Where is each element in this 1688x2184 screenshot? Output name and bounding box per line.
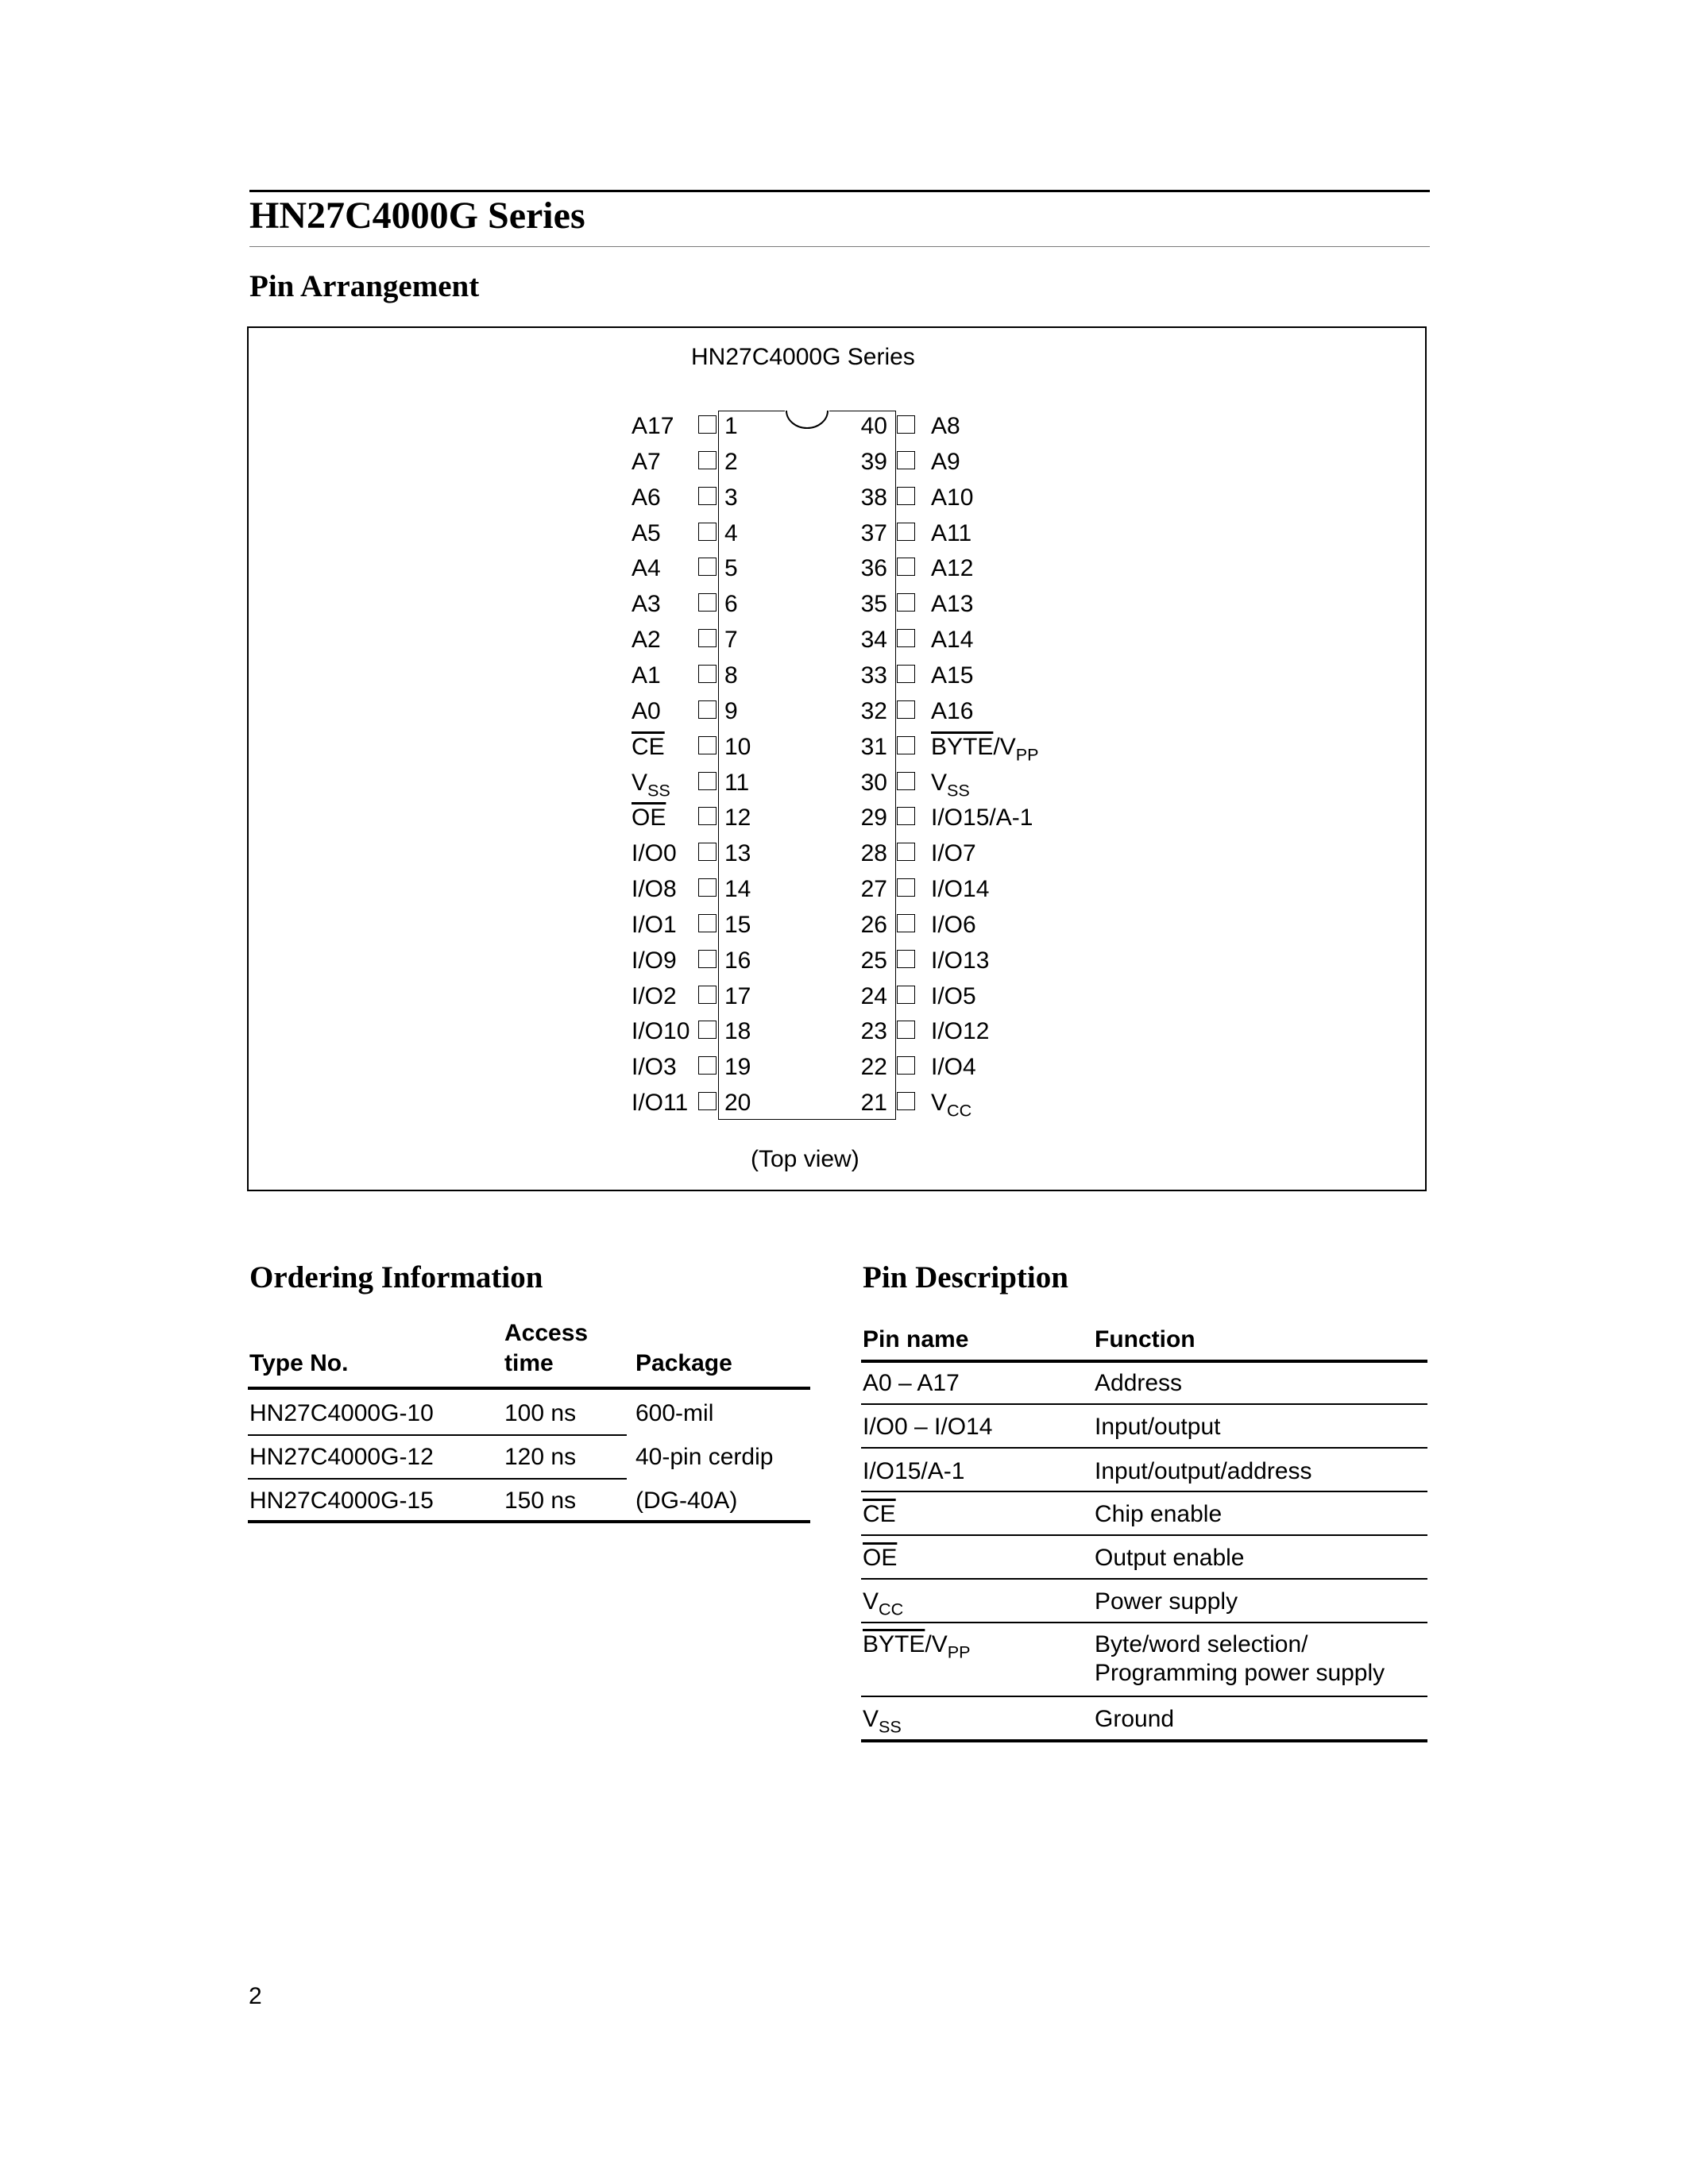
pin-pad xyxy=(897,1056,915,1075)
pin-number: 36 xyxy=(860,555,887,582)
pin-number: 26 xyxy=(860,911,887,938)
pin-pad xyxy=(897,700,915,719)
pin-number: 29 xyxy=(860,805,887,832)
pin-desc-header-rule xyxy=(861,1360,1427,1363)
pin-name: I/O10 xyxy=(632,1018,690,1045)
pin-desc-pin-sub: PP xyxy=(947,1642,971,1662)
ordering-row-rule xyxy=(248,1434,627,1436)
pin-pad xyxy=(897,665,915,683)
pin-name: A7 xyxy=(632,448,661,475)
pin-number: 15 xyxy=(724,911,751,938)
pin-name: A4 xyxy=(632,555,661,582)
pin-number: 27 xyxy=(860,876,887,903)
pin-arrangement-heading: Pin Arrangement xyxy=(249,269,480,303)
pin-desc-pin-base: V xyxy=(863,1588,879,1615)
pin-pad xyxy=(698,487,717,505)
pin-desc-row-rule xyxy=(861,1534,1427,1536)
page-number: 2 xyxy=(249,1983,262,2009)
view-label: (Top view) xyxy=(751,1146,859,1172)
pin-name: A2 xyxy=(632,627,661,654)
pin-number: 40 xyxy=(860,413,887,439)
pin-pad xyxy=(698,523,717,541)
pin-number: 16 xyxy=(724,947,751,974)
pin-name: I/O4 xyxy=(931,1054,976,1081)
pin-name: A14 xyxy=(931,627,974,654)
ordering-package: 600-mil xyxy=(635,1400,714,1426)
pin-desc-row-rule xyxy=(861,1447,1427,1449)
pin-pad xyxy=(698,415,717,434)
pin-name: A11 xyxy=(931,519,972,546)
pin-number: 32 xyxy=(860,697,887,724)
pin-number: 3 xyxy=(724,484,738,511)
pin-desc-function: Input/output/address xyxy=(1095,1458,1312,1484)
pin-name: A10 xyxy=(931,484,974,511)
pin-name-base: /V xyxy=(993,733,1016,760)
pin-pad xyxy=(897,986,915,1004)
pin-name xyxy=(931,1090,972,1121)
pin-name-over: BYTE xyxy=(931,733,994,760)
pin-desc-pin: $\overline{CE}$ xyxy=(863,1501,896,1527)
pin-name xyxy=(931,733,1039,765)
pin-name: I/O9 xyxy=(632,947,677,974)
pin-desc-pin: I/O15/A-1 xyxy=(863,1458,965,1484)
ordering-package: (DG-40A) xyxy=(635,1488,738,1514)
pin-desc-function: Byte/word selection/ xyxy=(1095,1631,1308,1657)
pin-pad xyxy=(698,950,717,968)
pin-desc-function: Ground xyxy=(1095,1706,1175,1732)
pin-number: 38 xyxy=(860,484,887,511)
pin-desc-pin: A0 – A17 xyxy=(863,1370,960,1396)
pin-desc-pin: $\overline{OE}$ xyxy=(863,1545,898,1571)
pin-name-base: V xyxy=(931,1090,948,1117)
pin-pad xyxy=(698,665,717,683)
pin-name: A0 xyxy=(632,697,661,724)
pin-desc-function: Address xyxy=(1095,1370,1183,1396)
pin-number: 34 xyxy=(860,627,887,654)
pin-name-base: V xyxy=(931,769,948,796)
pin-desc-header-pin-name: Pin name xyxy=(863,1326,969,1352)
pin-number: 1 xyxy=(724,413,738,439)
pin-desc-row-rule xyxy=(861,1622,1427,1623)
pin-number: 18 xyxy=(724,1018,751,1045)
pin-pad xyxy=(897,487,915,505)
pin-desc-pin-sub: SS xyxy=(879,1716,902,1737)
pin-desc-pin: I/O0 – I/O14 xyxy=(863,1414,993,1440)
pin-number: 37 xyxy=(860,519,887,546)
pin-desc-function-line2: Programming power supply xyxy=(1095,1660,1385,1686)
pin-name: A17 xyxy=(632,413,674,439)
pin-pad xyxy=(698,772,717,790)
pin-desc-row-rule xyxy=(861,1696,1427,1697)
pin-pad xyxy=(897,843,915,861)
pin-name: I/O1 xyxy=(632,911,677,938)
pin-number: 21 xyxy=(860,1090,887,1117)
pin-name-sub: PP xyxy=(1015,744,1039,765)
pin-name: A3 xyxy=(632,591,661,618)
pin-name: I/O2 xyxy=(632,982,677,1009)
pin-number: 10 xyxy=(724,733,751,760)
pin-pad xyxy=(698,1092,717,1110)
pin-name: $\overline{CE}$ xyxy=(632,733,665,760)
title-rule xyxy=(249,246,1430,247)
pin-name: A16 xyxy=(931,697,974,724)
ordering-type-no: HN27C4000G-15 xyxy=(249,1488,434,1514)
pin-number: 9 xyxy=(724,697,738,724)
pin-desc-pin-sub: CC xyxy=(879,1599,904,1619)
pin-pad xyxy=(897,736,915,754)
pin-name: A13 xyxy=(931,591,974,618)
pin-number: 8 xyxy=(724,662,738,689)
pin-pad xyxy=(897,415,915,434)
pin-desc-row-rule xyxy=(861,1491,1427,1492)
ordering-type-no: HN27C4000G-10 xyxy=(249,1400,434,1426)
pin-name: A1 xyxy=(632,662,661,689)
ordering-header-access-line2: time xyxy=(504,1350,554,1376)
ordering-type-no: HN27C4000G-12 xyxy=(249,1444,434,1470)
pin-name: I/O8 xyxy=(632,876,677,903)
pin-name: A9 xyxy=(931,448,960,475)
pin-number: 28 xyxy=(860,840,887,867)
chip-body xyxy=(718,411,896,1120)
pin-pad xyxy=(698,451,717,469)
ordering-header-rule xyxy=(248,1387,810,1390)
pin-number: 25 xyxy=(860,947,887,974)
pin-pad xyxy=(897,950,915,968)
pin-name: I/O0 xyxy=(632,840,677,867)
pin-pad xyxy=(698,700,717,719)
pin-number: 13 xyxy=(724,840,751,867)
pin-pad xyxy=(698,1021,717,1039)
pin-desc-header-function: Function xyxy=(1095,1326,1196,1352)
ordering-header-access-line1: Access xyxy=(504,1320,589,1346)
pin-pad xyxy=(698,807,717,825)
pin-pad xyxy=(698,914,717,932)
pin-number: 31 xyxy=(860,733,887,760)
pin-name: I/O14 xyxy=(931,876,990,903)
pin-desc-pin-base: V xyxy=(863,1706,879,1732)
ordering-information-heading: Ordering Information xyxy=(249,1260,543,1295)
pin-name: I/O15/A-1 xyxy=(931,805,1033,832)
pin-name: I/O11 xyxy=(632,1090,689,1117)
pin-name: I/O7 xyxy=(931,840,976,867)
pin-pad xyxy=(897,772,915,790)
pin-name: $\overline{OE}$ xyxy=(632,805,666,832)
pin-desc-function: Input/output xyxy=(1095,1414,1221,1440)
pin-desc-row-rule xyxy=(861,1578,1427,1580)
pin-pad xyxy=(698,843,717,861)
pin-name-sub: CC xyxy=(947,1100,972,1121)
ordering-header-package: Package xyxy=(635,1350,732,1376)
pin-desc-function: Output enable xyxy=(1095,1545,1245,1571)
pin-number: 20 xyxy=(724,1090,751,1117)
ordering-row-rule xyxy=(248,1478,627,1480)
pin-number: 39 xyxy=(860,448,887,475)
pin-pad xyxy=(698,558,717,576)
pin-number: 12 xyxy=(724,805,751,832)
pin-name: I/O12 xyxy=(931,1018,990,1045)
pin-number: 22 xyxy=(860,1054,887,1081)
pin-pad xyxy=(897,914,915,932)
pin-pad xyxy=(897,878,915,897)
pin-desc-bottom-rule xyxy=(861,1739,1427,1742)
pin-name: A8 xyxy=(931,413,960,439)
pin-desc-function: Chip enable xyxy=(1095,1501,1223,1527)
pin-number: 5 xyxy=(724,555,738,582)
top-rule xyxy=(249,190,1430,192)
pin-pad xyxy=(897,593,915,612)
pin-number: 33 xyxy=(860,662,887,689)
pin-name: A15 xyxy=(931,662,974,689)
pin-name: I/O13 xyxy=(931,947,990,974)
pin-number: 14 xyxy=(724,876,751,903)
chip-title: HN27C4000G Series xyxy=(691,344,915,370)
pin-pad xyxy=(698,593,717,612)
pin-name xyxy=(931,769,970,801)
pin-name xyxy=(632,769,695,801)
pin-desc-row-rule xyxy=(861,1403,1427,1405)
pin-desc-pin-base: /V xyxy=(925,1631,948,1657)
pin-number: 11 xyxy=(724,769,750,796)
pin-description-heading: Pin Description xyxy=(863,1260,1068,1295)
pin-number: 17 xyxy=(724,982,751,1009)
pin-pad xyxy=(698,878,717,897)
pin-pad xyxy=(897,629,915,647)
pin-pad xyxy=(698,629,717,647)
pin-pad xyxy=(897,1092,915,1110)
ordering-bottom-rule xyxy=(248,1520,810,1523)
pin-number: 24 xyxy=(860,982,887,1009)
pin-pad xyxy=(897,558,915,576)
pin-number: 35 xyxy=(860,591,887,618)
pin-number: 7 xyxy=(724,627,738,654)
ordering-header-type-no: Type No. xyxy=(249,1350,349,1376)
pin-desc-pin xyxy=(863,1588,904,1619)
pin-name-sub: SS xyxy=(647,780,670,801)
pin-number: 6 xyxy=(724,591,738,618)
pin-name-base: V xyxy=(632,769,648,796)
pin-pad xyxy=(897,451,915,469)
ordering-package: 40-pin cerdip xyxy=(635,1444,774,1470)
pin-number: 19 xyxy=(724,1054,751,1081)
pin-number: 23 xyxy=(860,1018,887,1045)
pin-number: 30 xyxy=(860,769,887,796)
pin-name: I/O5 xyxy=(931,982,976,1009)
pin-name-sub: SS xyxy=(947,780,970,801)
pin-desc-pin xyxy=(863,1706,902,1737)
pin-name: A12 xyxy=(931,555,974,582)
pin-pad xyxy=(698,736,717,754)
pin-pad xyxy=(897,807,915,825)
ordering-access: 100 ns xyxy=(504,1400,577,1426)
pin-desc-pin xyxy=(863,1631,971,1662)
pin-name: I/O3 xyxy=(632,1054,677,1081)
pin-pad xyxy=(897,1021,915,1039)
ordering-access: 150 ns xyxy=(504,1488,577,1514)
page-title: HN27C4000G Series xyxy=(249,195,585,237)
pin-pad xyxy=(897,523,915,541)
pin-name: I/O6 xyxy=(931,911,976,938)
pin-name: A5 xyxy=(632,519,661,546)
pin-number: 4 xyxy=(724,519,738,546)
pin-desc-function: Power supply xyxy=(1095,1588,1238,1615)
ordering-access: 120 ns xyxy=(504,1444,577,1470)
pin-pad xyxy=(698,1056,717,1075)
pin-name: A6 xyxy=(632,484,661,511)
pin-number: 2 xyxy=(724,448,738,475)
pin-pad xyxy=(698,986,717,1004)
pin-desc-pin-over: BYTE xyxy=(863,1631,925,1657)
